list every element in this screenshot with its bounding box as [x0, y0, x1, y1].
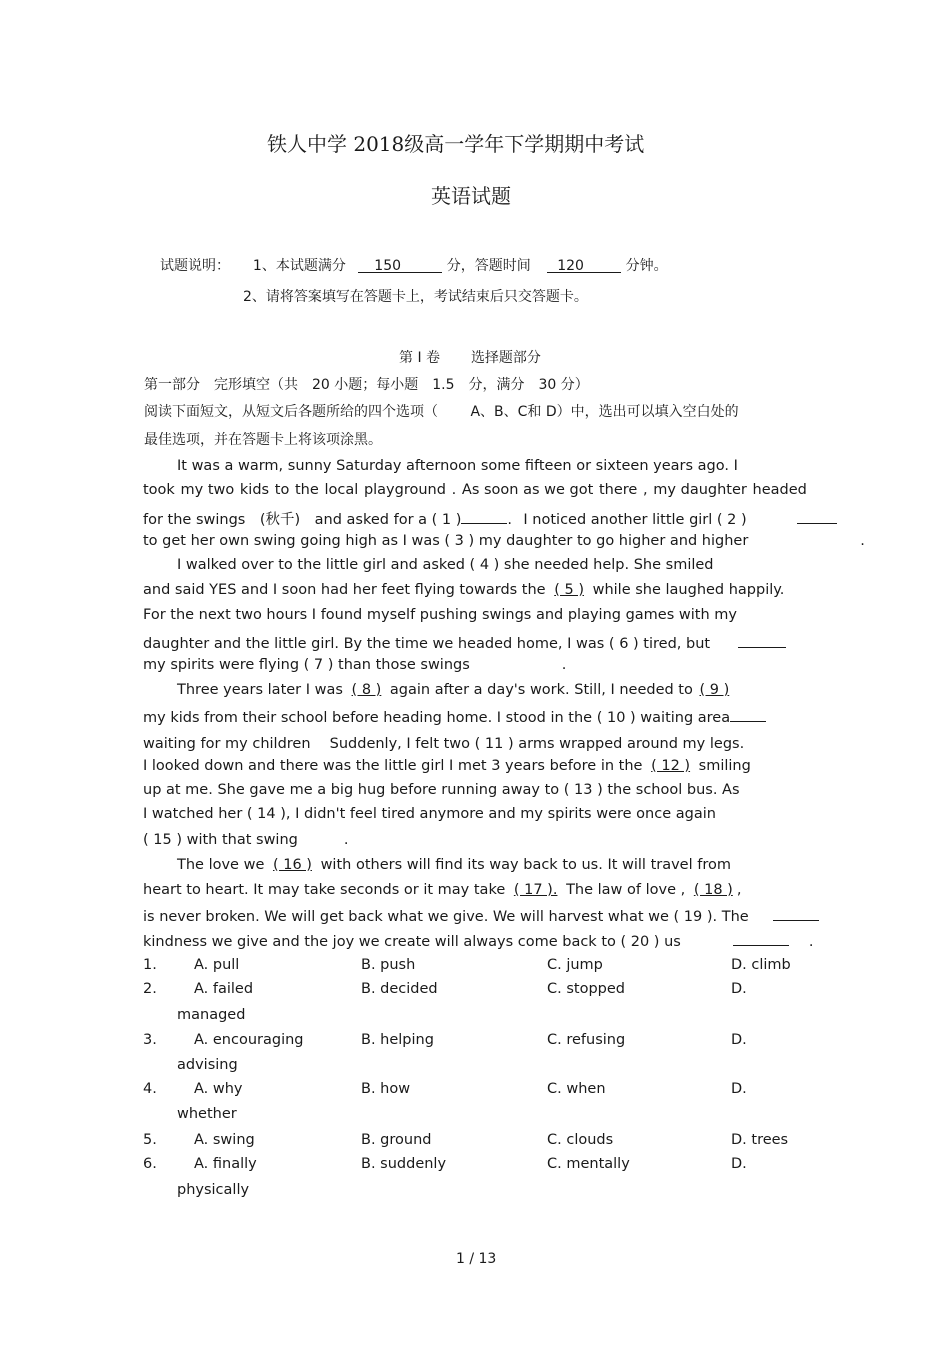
- option-c[interactable]: C. when: [547, 1081, 606, 1097]
- instructions-item1-mid: 分，答题时间: [446, 258, 531, 274]
- option-b[interactable]: B. push: [361, 957, 416, 973]
- passage-line-13: I looked down and there was the little girl I met 3 years before in the ( 12 ) smiling: [143, 758, 751, 774]
- passage-line-9: my spirits were flying ( 7 ) than those swings .: [143, 657, 567, 673]
- question-number: 4.: [143, 1081, 157, 1097]
- option-d-continuation: whether: [177, 1106, 237, 1122]
- instructions-item1-prefix: 1、本试题满分: [252, 258, 346, 274]
- option-b[interactable]: B. ground: [361, 1132, 432, 1148]
- passage-line-11: my kids from their school before heading home. I stood in the ( 10 ) waiting area: [143, 707, 766, 726]
- option-b[interactable]: B. how: [361, 1081, 411, 1097]
- passage-line-3: for the swings (秋千) and asked for a ( 1 ) . I noticed another little girl ( 2 ): [143, 508, 837, 529]
- passage-line-7: For the next two hours I found myself pushing swings and playing games with my: [143, 607, 737, 623]
- passage-line-12: waiting for my children Suddenly, I felt two ( 11 ) arms wrapped around my legs.: [143, 736, 745, 752]
- passage-line-6: and said YES and I soon had her feet flying towards the ( 5 ) while she laughed happily.: [143, 582, 785, 598]
- passage-line-5: I walked over to the little girl and asked ( 4 ) she needed help. She smiled: [177, 557, 714, 573]
- passage-line-2: took my two kids to the local playground . As soon as we got there , my daughter headed: [143, 482, 807, 498]
- passage-line-1: It was a warm, sunny Saturday afternoon some fifteen or sixteen years ago. I: [177, 458, 738, 474]
- question-number: 6.: [143, 1156, 157, 1172]
- question-number: 2.: [143, 981, 157, 997]
- option-b[interactable]: B. helping: [361, 1032, 434, 1048]
- page-number: 1 / 13: [456, 1251, 497, 1267]
- option-c[interactable]: C. refusing: [547, 1032, 626, 1048]
- question-number: 1.: [143, 957, 157, 973]
- option-d[interactable]: D.: [731, 1081, 747, 1097]
- volume-title: 选择题部分: [470, 350, 541, 366]
- blank-8: ( 8 ): [351, 682, 382, 698]
- instructions-line-1: [160, 255, 668, 275]
- passage-line-19: is never broken. We will get back what we give. We will harvest what we ( 19 ). The: [143, 906, 819, 925]
- instructions-item1-suffix: 分钟。: [625, 258, 668, 274]
- blank-9: ( 9 ): [699, 682, 730, 698]
- volume-heading: [399, 347, 541, 367]
- passage-line-18: heart to heart. It may take seconds or it may take ( 17 ). The law of love , ( 18 ) ,: [143, 882, 742, 898]
- question-number: 3.: [143, 1032, 157, 1048]
- option-d[interactable]: D.: [731, 981, 747, 997]
- option-b[interactable]: B. suddenly: [361, 1156, 447, 1172]
- option-a[interactable]: A. why: [194, 1081, 243, 1097]
- option-c[interactable]: C. jump: [547, 957, 603, 973]
- passage-line-20: kindness we give and the joy we create will always come back to ( 20 ) us .: [143, 931, 813, 950]
- blank-16: ( 16 ): [272, 857, 312, 873]
- question-number: 5.: [143, 1132, 157, 1148]
- time-value: 120: [547, 258, 621, 273]
- option-a[interactable]: A. pull: [194, 957, 240, 973]
- option-d[interactable]: D. trees: [731, 1132, 789, 1148]
- subject-title: 英语试题: [431, 184, 511, 208]
- passage-line-14: up at me. She gave me a big hug before running away to ( 13 ) the school bus. As: [143, 782, 740, 798]
- option-a[interactable]: A. failed: [194, 981, 254, 997]
- option-d[interactable]: D.: [731, 1032, 747, 1048]
- option-c[interactable]: C. clouds: [547, 1132, 614, 1148]
- full-score-value: 150: [358, 258, 442, 273]
- blank-12: ( 12 ): [651, 758, 691, 774]
- option-a[interactable]: A. finally: [194, 1156, 257, 1172]
- instructions-label: 试题说明：: [160, 258, 230, 274]
- option-d[interactable]: D.: [731, 1156, 747, 1172]
- passage-line-15: I watched her ( 14 ), I didn't feel tired anymore and my spirits were once again: [143, 806, 716, 822]
- blank-17: ( 17 ).: [513, 882, 558, 898]
- blank-18: ( 18 ): [693, 882, 733, 898]
- exam-title: 铁人中学 2018级高一学年下学期期中考试: [267, 132, 645, 156]
- passage-line-16: ( 15 ) with that swing .: [143, 832, 349, 848]
- option-c[interactable]: C. mentally: [547, 1156, 630, 1172]
- directions-line-1: 阅读下面短文，从短文后各题所给的四个选项（ A、B、C和 D）中，选出可以填入空白处的: [144, 404, 739, 420]
- instructions-line-2: 2、请将答案填写在答题卡上，考试结束后只交答题卡。: [243, 289, 588, 305]
- option-d-continuation: advising: [177, 1057, 238, 1073]
- directions-line-2: 最佳选项，并在答题卡上将该项涂黑。: [144, 432, 382, 448]
- passage-line-4: to get her own swing going high as I was ( 3 ) my daughter to go higher and higher .: [143, 533, 865, 549]
- option-c[interactable]: C. stopped: [547, 981, 625, 997]
- option-a[interactable]: A. encouraging: [194, 1032, 304, 1048]
- option-d[interactable]: D. climb: [731, 957, 791, 973]
- part-title: 第一部分 完形填空（共 20 小题；每小题 1.5 分，满分 30 分）: [144, 377, 589, 393]
- blank-5: ( 5 ): [554, 582, 584, 598]
- option-d-continuation: physically: [177, 1182, 250, 1198]
- volume-label: 第 I 卷: [399, 350, 441, 366]
- option-d-continuation: managed: [177, 1007, 246, 1023]
- passage-line-17: The love we ( 16 ) with others will find its way back to us. It will travel from: [177, 857, 731, 873]
- passage-line-8: daughter and the little girl. By the time we headed home, I was ( 6 ) tired, but: [143, 633, 786, 652]
- passage-line-10: Three years later I was ( 8 ) again after a day's work. Still, I needed to ( 9 ): [177, 682, 730, 698]
- option-b[interactable]: B. decided: [361, 981, 438, 997]
- option-a[interactable]: A. swing: [194, 1132, 255, 1148]
